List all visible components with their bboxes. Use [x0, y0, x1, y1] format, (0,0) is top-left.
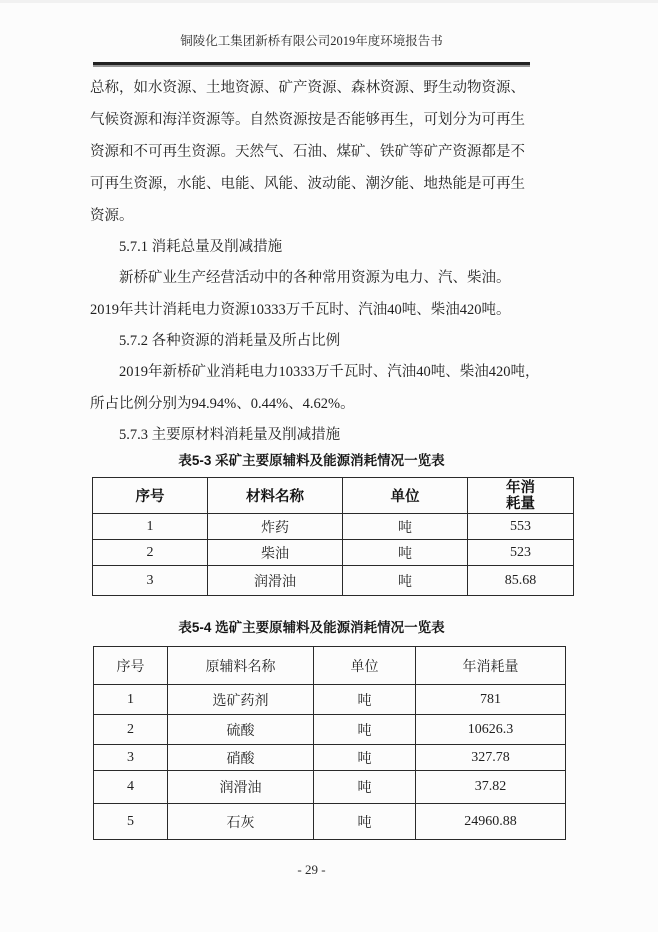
column-header: 材料名称 — [208, 478, 343, 514]
section-heading-5-7-2: 5.7.2 各种资源的消耗量及所占比例 — [119, 333, 341, 349]
table-cell: 5 — [94, 804, 168, 840]
body-line: 新桥矿业生产经营活动中的各种常用资源为电力、汽、柴油。 — [119, 270, 511, 286]
column-header-label: 年消耗量 — [506, 479, 535, 512]
table-5-4-caption: 表5-4 选矿主要原辅料及能源消耗情况一览表 — [178, 620, 445, 635]
body-line: 可再生资源，水能、电能、风能、波动能、潮汐能、地热能是可再生 — [90, 176, 525, 192]
table-header-row — [93, 478, 574, 514]
body-line: 资源和不可再生资源。天然气、石油、煤矿、铁矿等矿产资源都是不 — [90, 144, 525, 160]
table-cell: 1 — [94, 685, 168, 715]
table-cell: 柴油 — [208, 540, 343, 566]
table-cell: 553 — [468, 514, 574, 540]
table-5-3-caption: 表5-3 采矿主要原辅料及能源消耗情况一览表 — [178, 453, 445, 468]
table-cell: 781 — [416, 685, 566, 715]
table-cell: 523 — [468, 540, 574, 566]
table-cell: 4 — [94, 771, 168, 804]
table-row — [94, 771, 566, 804]
table-row — [94, 715, 566, 745]
table-row — [94, 804, 566, 840]
page-number: - 29 - — [297, 862, 326, 877]
table-cell: 37.82 — [416, 771, 566, 804]
document-body — [90, 72, 540, 450]
table-cell: 吨 — [314, 804, 416, 840]
table-cell: 85.68 — [468, 566, 574, 596]
table-cell: 润滑油 — [208, 566, 343, 596]
table-row — [93, 566, 574, 596]
table-cell: 2 — [93, 540, 208, 566]
section-heading-5-7-1: 5.7.1 消耗总量及削减措施 — [119, 239, 283, 255]
table-cell: 吨 — [343, 566, 468, 596]
table-cell: 3 — [93, 566, 208, 596]
table-cell: 吨 — [343, 514, 468, 540]
table-row — [94, 685, 566, 715]
table-cell: 选矿药剂 — [168, 685, 314, 715]
table-cell: 3 — [94, 745, 168, 771]
body-line: 2019年新桥矿业消耗电力10333万千瓦时、汽油40吨、柴油420吨， — [119, 364, 540, 380]
mining-consumption-table-5-3 — [92, 477, 574, 596]
column-header: 序号 — [94, 647, 168, 685]
column-header: 单位 — [343, 478, 468, 514]
table-cell: 吨 — [314, 685, 416, 715]
table-cell: 吨 — [314, 771, 416, 804]
body-line: 2019年共计消耗电力资源10333万千瓦时、汽油40吨、柴油420吨。 — [90, 302, 511, 318]
column-header: 原辅料名称 — [168, 647, 314, 685]
table-cell: 炸药 — [208, 514, 343, 540]
column-header — [468, 478, 574, 514]
table-cell: 石灰 — [168, 804, 314, 840]
column-header: 年消耗量 — [416, 647, 566, 685]
section-heading-5-7-3: 5.7.3 主要原材料消耗量及削减措施 — [119, 427, 341, 443]
table-cell: 润滑油 — [168, 771, 314, 804]
table-cell: 吨 — [343, 540, 468, 566]
column-header: 序号 — [93, 478, 208, 514]
beneficiation-consumption-table-5-4 — [93, 646, 566, 840]
table-cell: 吨 — [314, 745, 416, 771]
body-line: 气候资源和海洋资源等。自然资源按是否能够再生，可划分为可再生 — [90, 112, 525, 128]
table-cell: 硫酸 — [168, 715, 314, 745]
table-cell: 吨 — [314, 715, 416, 745]
table-cell: 1 — [93, 514, 208, 540]
table-cell: 327.78 — [416, 745, 566, 771]
table-cell: 24960.88 — [416, 804, 566, 840]
body-line: 资源。 — [90, 208, 134, 224]
table-header-row — [94, 647, 566, 685]
body-line: 总称，如水资源、土地资源、矿产资源、森林资源、野生动物资源、 — [90, 80, 525, 96]
body-line: 所占比例分别为94.94%、0.44%、4.62%。 — [90, 396, 355, 412]
table-row — [94, 745, 566, 771]
table-cell: 硝酸 — [168, 745, 314, 771]
column-header: 单位 — [314, 647, 416, 685]
table-row — [93, 540, 574, 566]
table-row — [93, 514, 574, 540]
header-rule — [93, 62, 530, 65]
table-cell: 2 — [94, 715, 168, 745]
document-header-title: 铜陵化工集团新桥有限公司2019年度环境报告书 — [180, 34, 443, 48]
table-cell: 10626.3 — [416, 715, 566, 745]
